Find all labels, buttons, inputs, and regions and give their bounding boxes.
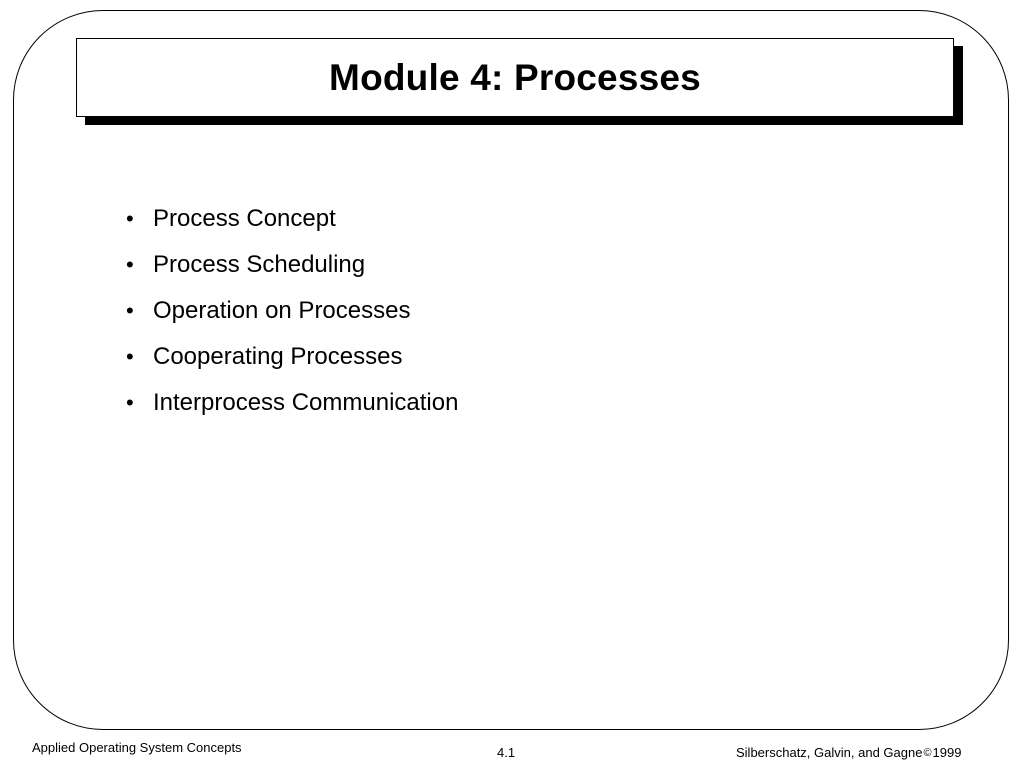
list-item-text: Cooperating Processes	[153, 343, 403, 370]
title-box	[76, 38, 954, 117]
bullet-icon: •	[126, 344, 134, 369]
bullet-icon: •	[126, 390, 134, 415]
slide-title: Module 4: Processes	[329, 56, 701, 98]
list-item	[126, 380, 458, 426]
footer-year: 1999	[932, 745, 962, 760]
list-item-text: Interprocess Communication	[153, 389, 459, 416]
footer-page-number: 4.1	[497, 745, 516, 760]
bullet-icon: •	[126, 206, 134, 231]
list-item	[126, 334, 458, 380]
list-item-text: Process Scheduling	[153, 251, 366, 278]
list-item-text: Process Concept	[153, 205, 336, 232]
footer-authors-text: Silberschatz, Galvin, and Gagne	[736, 745, 923, 760]
bullet-list	[126, 196, 458, 426]
bullet-icon: •	[126, 298, 134, 323]
list-item-text: Operation on Processes	[153, 297, 411, 324]
footer-authors	[736, 745, 961, 760]
list-item	[126, 288, 458, 334]
list-item	[126, 242, 458, 288]
copyright-icon: ©	[923, 747, 932, 759]
bullet-icon: •	[126, 252, 134, 277]
list-item	[126, 196, 458, 242]
footer-course-title: Applied Operating System Concepts	[32, 740, 242, 755]
